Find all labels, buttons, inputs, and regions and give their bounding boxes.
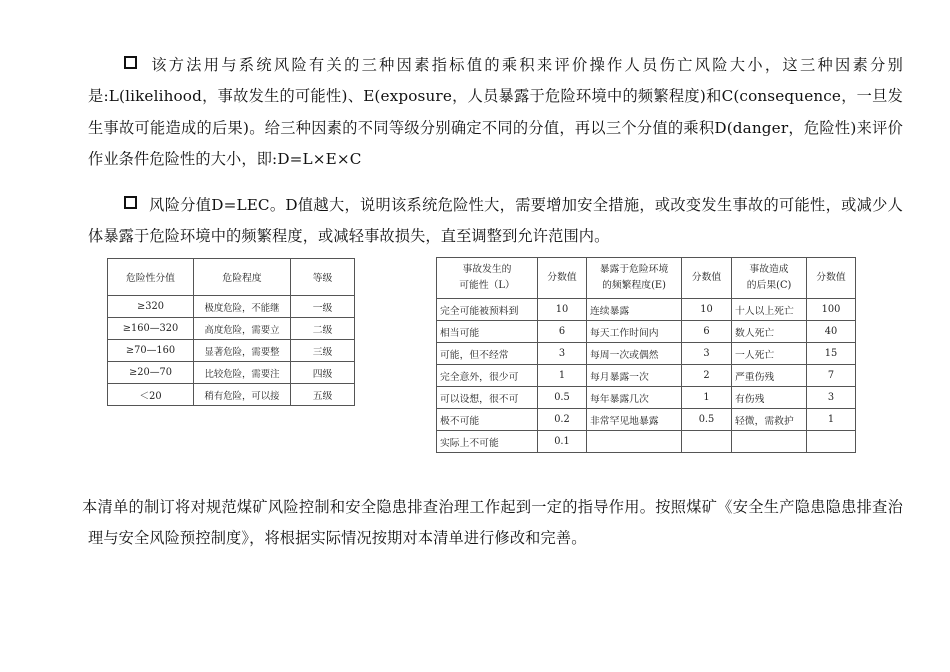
cell-score-e: 6 bbox=[682, 321, 732, 343]
cell-likelihood: 相当可能 bbox=[437, 321, 538, 343]
cell-consequence: 数人死亡 bbox=[732, 321, 807, 343]
table-row bbox=[437, 321, 856, 343]
header-likelihood: 事故发生的 可能性（L） bbox=[437, 258, 538, 299]
cell-score: ≥320 bbox=[108, 296, 194, 318]
cell-likelihood: 实际上不可能 bbox=[437, 431, 538, 453]
cell-exposure: 每月暴露一次 bbox=[587, 365, 682, 387]
cell-exposure: 非常罕见地暴露 bbox=[587, 409, 682, 431]
cell-score-l: 10 bbox=[538, 299, 587, 321]
header-score-c: 分数值 bbox=[807, 258, 856, 299]
cell-score-l: 0.5 bbox=[538, 387, 587, 409]
cell-score-l: 0.1 bbox=[538, 431, 587, 453]
cell-score-c: 40 bbox=[807, 321, 856, 343]
table-row bbox=[108, 384, 355, 406]
cell-score-e: 2 bbox=[682, 365, 732, 387]
table-row bbox=[437, 365, 856, 387]
cell-score-l: 6 bbox=[538, 321, 587, 343]
cell-exposure: 每周一次或偶然 bbox=[587, 343, 682, 365]
table-row bbox=[108, 296, 355, 318]
header-risk-degree: 危险程度 bbox=[194, 259, 291, 296]
cell-consequence: 十人以上死亡 bbox=[732, 299, 807, 321]
cell-score-l: 1 bbox=[538, 365, 587, 387]
cell-exposure: 连续暴露 bbox=[587, 299, 682, 321]
cell-score-c: 1 bbox=[807, 409, 856, 431]
cell-score: ≥70—160 bbox=[108, 340, 194, 362]
risk-score-paragraph bbox=[88, 190, 903, 253]
cell-exposure: 每天工作时间内 bbox=[587, 321, 682, 343]
cell-score-e: 10 bbox=[682, 299, 732, 321]
header-risk-score: 危险性分值 bbox=[108, 259, 194, 296]
checkbox-bullet-icon bbox=[124, 196, 137, 209]
header-score-l: 分数值 bbox=[538, 258, 587, 299]
cell-likelihood: 完全意外，很少可 bbox=[437, 365, 538, 387]
cell-score-c bbox=[807, 431, 856, 453]
table-header-row bbox=[437, 258, 856, 299]
cell-score-e bbox=[682, 431, 732, 453]
cell-exposure bbox=[587, 431, 682, 453]
closing-text: 本清单的制订将对规范煤矿风险控制和安全隐患排查治理工作起到一定的指导作用。按照煤矿《安全生产隐患隐患排查治理与安全风险预控制度》，将根据实际情况按期对本清单进行修改和完善。 bbox=[82, 498, 903, 548]
table-row bbox=[108, 362, 355, 384]
cell-likelihood: 极不可能 bbox=[437, 409, 538, 431]
cell-score-e: 1 bbox=[682, 387, 732, 409]
cell-likelihood: 可能，但不经常 bbox=[437, 343, 538, 365]
cell-consequence: 轻微，需救护 bbox=[732, 409, 807, 431]
cell-score-c: 3 bbox=[807, 387, 856, 409]
header-exposure: 暴露于危险环境 的频繁程度(E) bbox=[587, 258, 682, 299]
header-consequence: 事故造成 的后果(C) bbox=[732, 258, 807, 299]
table-row bbox=[437, 431, 856, 453]
cell-grade: 一级 bbox=[291, 296, 355, 318]
table-row bbox=[437, 387, 856, 409]
intro-paragraph bbox=[88, 50, 903, 175]
intro-text: 该方法用与系统风险有关的三种因素指标值的乘积来评价操作人员伤亡风险大小，这三种因素分别是:L(likelihood，事故发生的可能性)、E(exposure，人员暴露于危险环境中的频繁程度)和C(consequence，一旦发生事故可能造成的后果)。给三种因素的不同等级分别确定不同的分值，再以三个分值的乘积D(danger，危险性)来评价作业条件危险性的大小，即:D=L×E×C bbox=[88, 56, 903, 168]
cell-score-e: 0.5 bbox=[682, 409, 732, 431]
table-row bbox=[108, 340, 355, 362]
cell-exposure: 每年暴露几次 bbox=[587, 387, 682, 409]
cell-grade: 三级 bbox=[291, 340, 355, 362]
cell-consequence: 一人死亡 bbox=[732, 343, 807, 365]
header-grade: 等级 bbox=[291, 259, 355, 296]
table-row bbox=[437, 409, 856, 431]
cell-score-c: 15 bbox=[807, 343, 856, 365]
cell-degree: 比较危险，需要注 bbox=[194, 362, 291, 384]
cell-score-c: 100 bbox=[807, 299, 856, 321]
cell-likelihood: 可以设想，很不可 bbox=[437, 387, 538, 409]
cell-degree: 高度危险，需要立 bbox=[194, 318, 291, 340]
cell-score: ＜20 bbox=[108, 384, 194, 406]
cell-likelihood: 完全可能被预料到 bbox=[437, 299, 538, 321]
cell-score: ≥20—70 bbox=[108, 362, 194, 384]
risk-level-table bbox=[107, 258, 355, 406]
cell-score-l: 3 bbox=[538, 343, 587, 365]
cell-consequence: 严重伤残 bbox=[732, 365, 807, 387]
cell-grade: 二级 bbox=[291, 318, 355, 340]
table-header-row bbox=[108, 259, 355, 296]
checkbox-bullet-icon bbox=[124, 56, 137, 69]
cell-consequence: 有伤残 bbox=[732, 387, 807, 409]
cell-score-e: 3 bbox=[682, 343, 732, 365]
cell-degree: 稍有危险，可以接 bbox=[194, 384, 291, 406]
cell-degree: 显著危险，需要整 bbox=[194, 340, 291, 362]
cell-score-c: 7 bbox=[807, 365, 856, 387]
header-score-e: 分数值 bbox=[682, 258, 732, 299]
cell-score: ≥160—320 bbox=[108, 318, 194, 340]
table-row bbox=[437, 299, 856, 321]
table-row bbox=[437, 343, 856, 365]
risk-score-text: 风险分值D=LEC。D值越大，说明该系统危险性大，需要增加安全措施，或改变发生事故的可能性，或减少人体暴露于危险环境中的频繁程度，或减轻事故损失，直至调整到允许范围内。 bbox=[88, 196, 903, 246]
table-row bbox=[108, 318, 355, 340]
cell-consequence bbox=[732, 431, 807, 453]
cell-score-l: 0.2 bbox=[538, 409, 587, 431]
cell-degree: 极度危险，不能继 bbox=[194, 296, 291, 318]
closing-paragraph bbox=[82, 492, 903, 555]
cell-grade: 四级 bbox=[291, 362, 355, 384]
lec-factor-table bbox=[436, 257, 856, 453]
cell-grade: 五级 bbox=[291, 384, 355, 406]
